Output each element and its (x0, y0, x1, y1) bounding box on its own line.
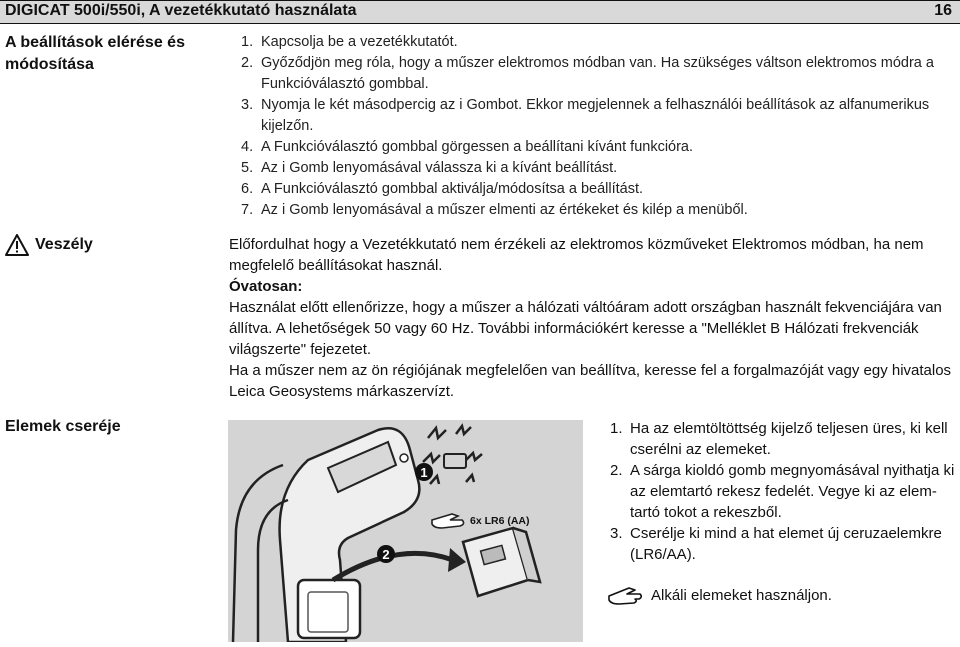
caution-paragraph: Használat előtt ellenőrizze, hogy a műszer a hálózati váltóáram adott országban használt fekvenciájára van állítva. A lehetőségek 50 vagy 60 Hz. További információkért keresse a "Melléklet B Hálózati frekvenciák világszerte" fejezetet. (229, 299, 942, 358)
note-text: Alkáli elemeket használjon. (651, 586, 832, 604)
settings-heading: A beállítások elérése és módosítása (5, 34, 185, 73)
danger-paragraph: Előfordulhat hogy a Vezetékkutató nem érzékeli az elektromos közműveket Elektromos módban, ha nem megfelelő beállításokat használ. (229, 236, 924, 274)
danger-heading-label: Veszély (35, 236, 93, 253)
settings-steps (241, 32, 956, 221)
pointing-hand-icon (607, 584, 643, 606)
list-item: 3. Cserélje ki mind a hat elemet új ceruzaelemkre (LR6/AA). (610, 525, 942, 563)
list-item: 2. Győződjön meg róla, hogy a műszer elektromos módban van. Ha szükséges váltson elektromos módra a Funkcióválasztó gombbal. (241, 55, 934, 92)
list-item: 2. A sárga kioldó gomb megnyomásával nyithatja ki az elemtartó rekesz fedelét. Vegye ki az elem-tartó tokot a rekeszből. (610, 462, 955, 521)
battery-note (607, 584, 832, 606)
danger-heading (5, 234, 93, 256)
callout-two: 2 (382, 547, 390, 562)
battery-heading: Elemek cseréje (5, 418, 121, 435)
battery-label: 6x LR6 (AA) (470, 515, 530, 527)
list-item: 1. Ha az elemtöltöttség kijelző teljesen üres, ki kell cserélni az elemeket. (610, 420, 948, 458)
list-item: 7. Az i Gomb lenyomásával a műszer elmenti az értékeket és kilép a menüből. (241, 202, 748, 218)
list-item: 1. Kapcsolja be a vezetékkutatót. (241, 34, 458, 50)
battery-replacement-illustration (228, 420, 583, 642)
document-title: DIGICAT 500i/550i, A vezetékkutató használata (5, 2, 357, 19)
page-header (0, 0, 960, 24)
caution-label: Óvatosan: (229, 278, 303, 295)
battery-steps (610, 418, 960, 565)
list-item: 4. A Funkcióválasztó gombbal görgessen a beállítani kívánt funkcióra. (241, 139, 694, 155)
danger-text (229, 234, 954, 402)
callout-one: 1 (420, 465, 428, 480)
warning-triangle-icon (5, 234, 29, 256)
list-item: 3. Nyomja le két másodpercig az i Gombot. Ekkor megjelennek a felhasználói beállítások az alfanumerikus kijelzőn. (241, 97, 930, 134)
list-item: 5. Az i Gomb lenyomásával válassza ki a kívánt beállítást. (241, 160, 618, 176)
region-paragraph: Ha a műszer nem az ön régiójának megfelelően van beállítva, keresse fel a forgalmazóját vagy egy hivatalos Leica Geosystems márkaszervízt. (229, 362, 952, 400)
list-item: 6. A Funkcióválasztó gombbal aktiválja/módosítsa a beállítást. (241, 181, 644, 197)
page-number: 16 (934, 2, 952, 19)
